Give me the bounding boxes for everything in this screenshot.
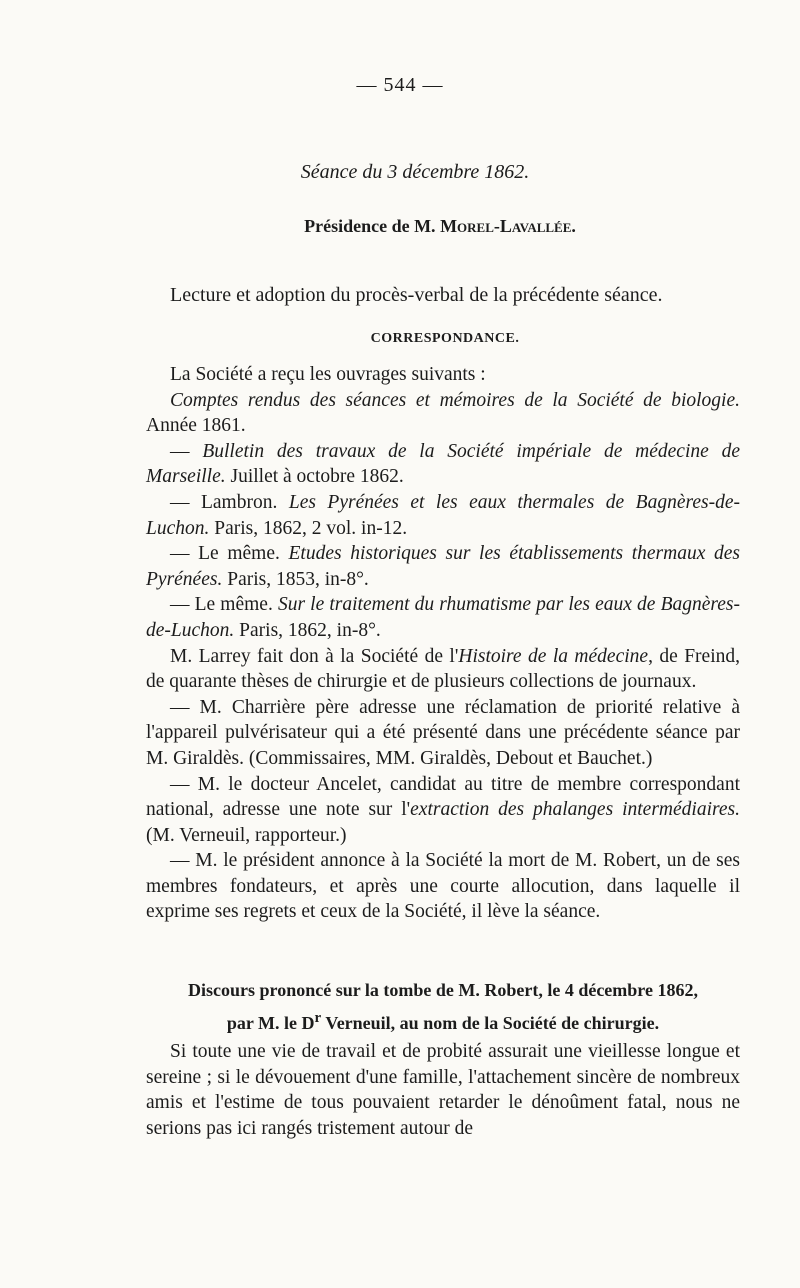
item-2-title: Bulletin des travaux de la Société impériale de médecine de Marseille. — [146, 440, 741, 488]
discours-title — [146, 976, 740, 1037]
larrey-title: Histoire de la médecine — [458, 645, 649, 667]
item-4-title: Etudes historiques sur les établissements thermaux des Pyrénées. — [146, 543, 740, 590]
item-3-rest: Paris, 1862, 2 vol. in-12. — [209, 517, 408, 539]
correspondance-intro: La Société a reçu les ouvrages suivants : — [170, 364, 486, 385]
correspondance-item-4 — [146, 541, 740, 592]
item-5-pre: — Le même. — [170, 594, 278, 616]
correspondance-item-3 — [146, 490, 740, 541]
item-4-pre: — Le même. — [170, 543, 289, 565]
discours-title-pre: par M. le D — [226, 1013, 315, 1033]
page-number: — 544 — — [356, 74, 444, 96]
ancelet-pre: — M. le docteur Ancelet, candidat au titre de membre correspondant national, adresse une note sur l' — [146, 773, 740, 821]
correspondance-item-1 — [146, 388, 740, 439]
correspondance-item-2 — [146, 439, 740, 490]
discours-title-rest: Verneuil, au nom de la Société de chirurgie. — [321, 1013, 660, 1033]
item-3-pre: — Lambron. — [170, 491, 289, 513]
item-2-dash: — — [170, 440, 203, 462]
item-5-title: Sur le traitement du rhumatisme par les eaux de Bagnères-de-Luchon. — [146, 594, 740, 641]
ancelet-rest: (M. Verneuil, rapporteur.) — [146, 824, 347, 846]
larrey-pre: M. Larrey fait don à la Société de l' — [170, 645, 459, 667]
charriere-paragraph: — M. Charrière père adresse une réclamation de priorité relative à l'appareil pulvérisateur qui a été présenté dans une précédente séance par M. Giraldès. (Commissaires, MM. Giraldès, Debout et Bauchet.) — [146, 696, 740, 769]
presidence-suffix: . — [571, 216, 576, 236]
president-name: Morel-Lavallée — [440, 216, 572, 236]
lecture-line: Lecture et adoption du procès-verbal de la précédente séance. — [170, 284, 663, 306]
session-heading: Séance du 3 décembre 1862. — [300, 161, 530, 183]
item-4-rest: Paris, 1853, in-8°. — [222, 568, 369, 590]
item-5-rest: Paris, 1862, in-8°. — [234, 619, 381, 641]
correspondance-section — [146, 362, 740, 925]
larrey-paragraph — [146, 644, 740, 695]
discours-title-sup: r — [314, 1010, 322, 1026]
correspondance-item-5 — [146, 592, 740, 643]
presidence-prefix: Présidence de M. — [304, 216, 441, 236]
item-1-rest: Année 1861. — [146, 415, 246, 437]
presidence-line — [0, 216, 800, 237]
discours-paragraph: Si toute une vie de travail et de probité assurait une vieillesse longue et sereine ; si le dévouement d'une famille, l'attachement sincère de nombreux amis et l'estime de tous pouvaient retarder le dénoûment fatal, nous ne serions pas ici rangés tristement autour de — [146, 1041, 740, 1139]
discours-title-line-2 — [146, 1004, 740, 1037]
item-3-title: Les Pyrénées et les eaux thermales de Bagnères-de-Luchon. — [146, 491, 740, 539]
discours-body — [146, 1039, 740, 1141]
president-paragraph: — M. le président annonce à la Société la mort de M. Robert, un de ses membres fondateurs, et après une courte allocution, dans laquelle il exprime ses regrets et ceux de la Société, il lève la séance. — [146, 850, 740, 923]
larrey-rest: , de Freind, de quarante thèses de chirurgie et de plusieurs collections de journaux. — [146, 645, 740, 693]
ancelet-paragraph — [146, 772, 740, 849]
discours-title-line-1: Discours prononcé sur la tombe de M. Robert, le 4 décembre 1862, — [188, 980, 698, 1000]
item-2-rest: Juillet à octobre 1862. — [225, 466, 404, 488]
ancelet-title: extraction des phalanges intermédiaires. — [410, 799, 740, 821]
correspondance-title: CORRESPONDANCE. — [370, 331, 520, 346]
item-1-title: Comptes rendus des séances et mémoires de la Société de biologie. — [170, 389, 740, 411]
